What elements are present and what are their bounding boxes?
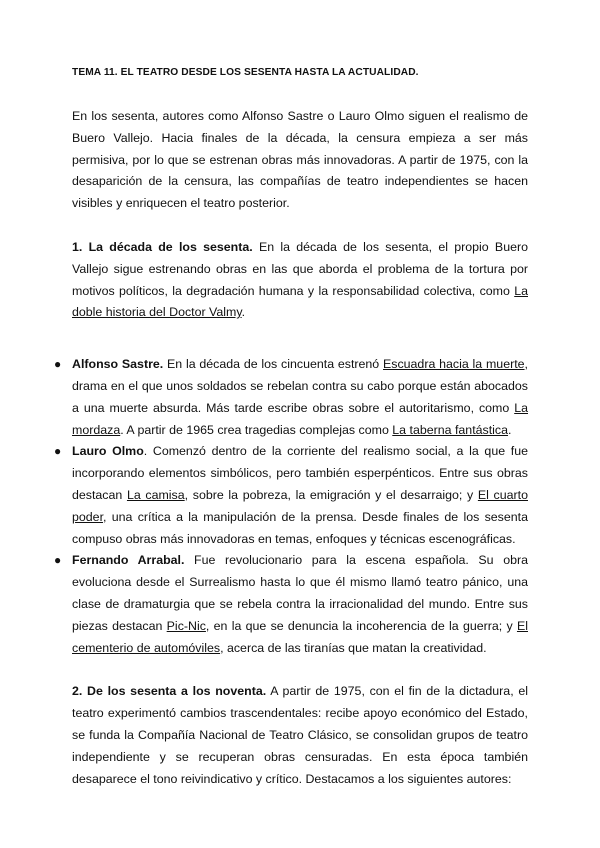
section-2-heading: 2. De los sesenta a los noventa. xyxy=(72,684,267,699)
intro-paragraph: En los sesenta, autores como Alfonso Sastre o Lauro Olmo siguen el realismo de Buero Vallejo. Hacia finales de la década, la censura empieza a ser más permisiva, por lo que se estrenan obras más innovadoras. A partir de 1975, con la desaparición de la censura, las compañías de teatro independientes se hacen visibles y enriquecen el teatro posterior. xyxy=(72,109,528,211)
author-text: Fue revolucionario para la escena española. Su obra evoluciona desde el Surrealismo hasta lo que él mismo llamó teatro pánico, una clase de dramaturgia que se rebela contra la irracionalidad del mundo. Entre sus piezas destacan xyxy=(72,553,528,633)
author-text: , sobre la pobreza, la emigración y el desarraigo; y xyxy=(184,487,478,502)
bullet-icon: ● xyxy=(54,553,62,568)
author-text: , drama en el que unos soldados se rebelan contra su cabo porque están abocados a una muerte absurda. Más tarde escribe obras sobre el autoritarismo, como xyxy=(72,357,528,415)
author-item-sastre xyxy=(54,354,528,441)
section-2-paragraph xyxy=(72,681,528,790)
work-title: Escuadra hacia la muerte xyxy=(383,357,525,372)
document-title: TEMA 11. EL TEATRO DESDE LOS SESENTA HASTA LA ACTUALIDAD. xyxy=(72,67,419,78)
work-title: El cuarto poder xyxy=(72,487,528,524)
author-text: , en la que se denuncia la incoherencia de la guerra; y xyxy=(205,618,517,633)
section-1-end: . xyxy=(241,305,246,320)
work-title: La taberna fantástica xyxy=(392,422,509,437)
author-item-olmo xyxy=(54,441,528,550)
author-name: Alfonso Sastre. xyxy=(72,357,164,372)
work-title: La camisa xyxy=(126,487,185,502)
bullet-icon: ● xyxy=(54,357,62,372)
work-title: La doble historia del Doctor Valmy xyxy=(72,283,528,320)
work-title: Pic-Nic xyxy=(166,618,206,633)
section-1-paragraph xyxy=(72,237,528,324)
work-title: El cementerio de automóviles xyxy=(72,618,528,655)
section-2-text: A partir de 1975, con el fin de la dictadura, el teatro experimentó cambios trascendentales: recibe apoyo económico del Estado, se funda la Compañía Nacional de Teatro Clásico, se consolidan grupos de teatro independiente y se recuperan obras censuradas. En esta época también desaparece el tono reivindicativo y crítico. Destacamos a los siguientes autores: xyxy=(72,684,528,786)
author-text: . xyxy=(508,422,512,437)
author-item-arrabal xyxy=(54,550,528,659)
author-name: Lauro Olmo xyxy=(72,444,144,459)
author-list xyxy=(54,354,528,659)
section-1-text: En la década de los sesenta, el propio Buero Vallejo sigue estrenando obras en las que aborda el problema de la tortura por motivos políticos, la degradación humana y la responsabilidad colectiva, como xyxy=(72,239,529,298)
document-page xyxy=(54,66,529,790)
author-text: , una crítica a la manipulación de la prensa. Desde finales de los sesenta compuso obras más innovadoras en temas, enfoques y técnicas escenográficas. xyxy=(72,509,528,546)
bullet-icon: ● xyxy=(54,444,62,459)
work-title: La mordaza xyxy=(72,400,528,437)
author-name: Fernando Arrabal. xyxy=(72,553,185,568)
author-text: . Comenzó dentro de la corriente del realismo social, a la que fue incorporando elementos simbólicos, pero también esperpénticos. Entre sus obras destacan xyxy=(72,444,528,502)
author-text: . A partir de 1965 crea tragedias complejas como xyxy=(120,422,393,437)
section-1-heading: 1. La década de los sesenta. xyxy=(72,239,253,254)
author-text: , acerca de las tiranías que matan la creatividad. xyxy=(220,640,487,655)
author-text: En la década de los cincuenta estrenó xyxy=(163,357,383,372)
